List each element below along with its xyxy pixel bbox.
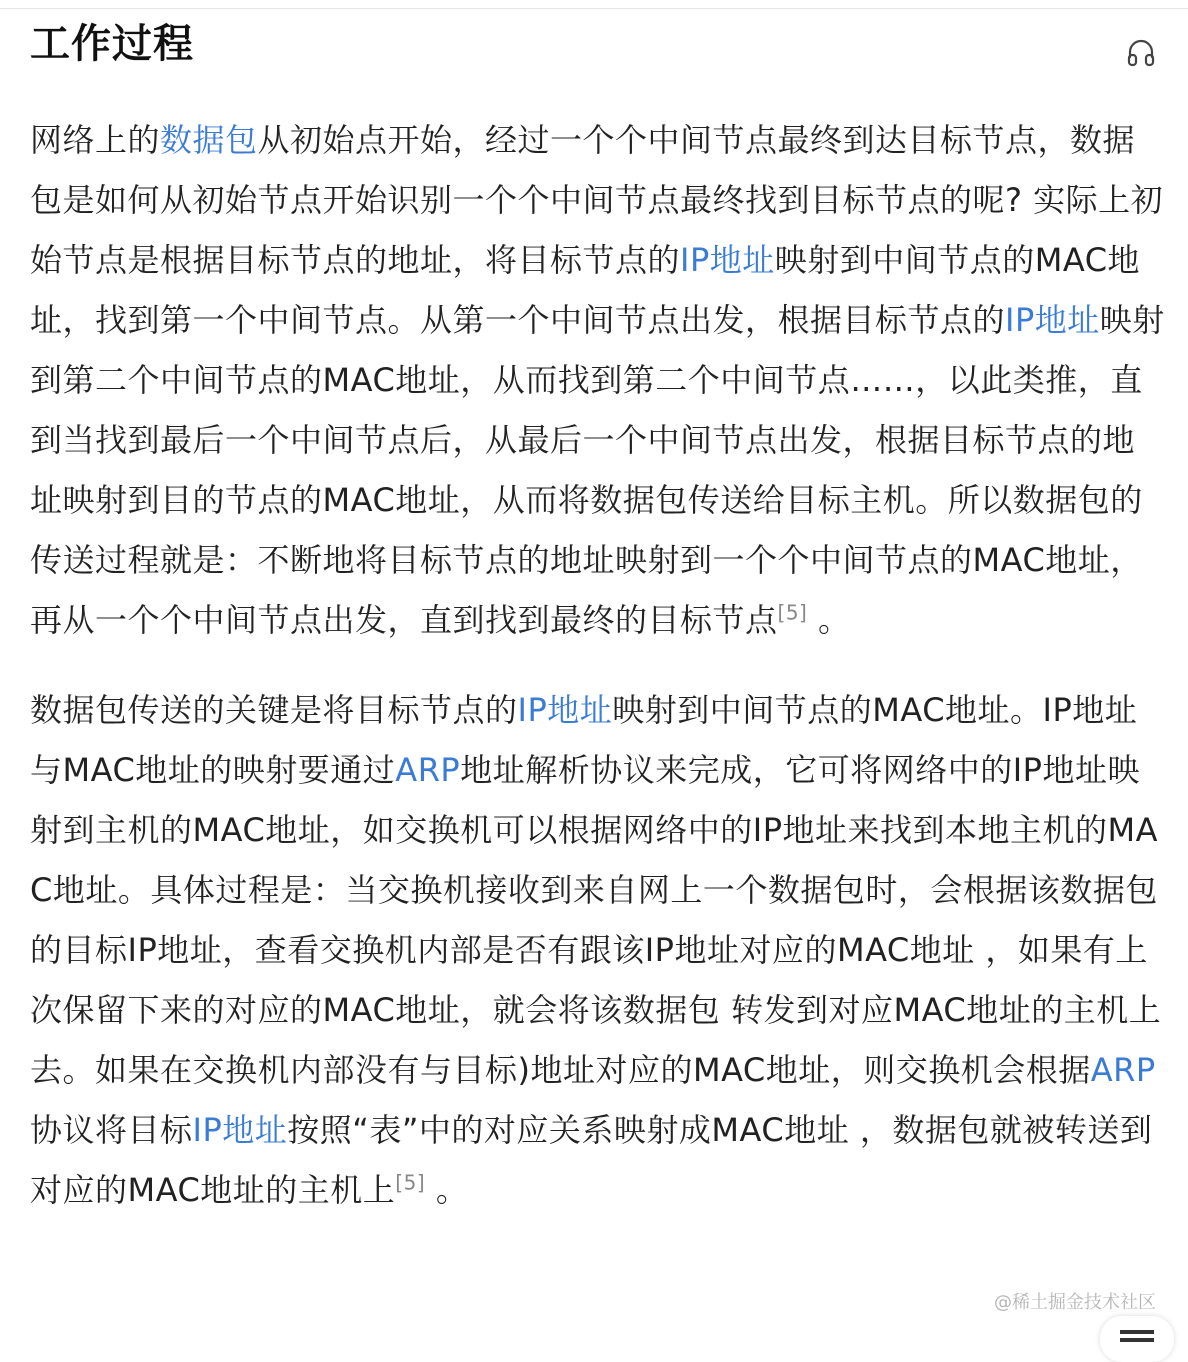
reference-link[interactable]: [5] — [395, 1170, 426, 1195]
menu-icon[interactable] — [1100, 1316, 1174, 1362]
link-ip-address[interactable]: IP地址 — [1005, 301, 1100, 339]
text-segment: 按照“表”中的对应关系映射成MAC地址 ，数据包就被转送到对应的MAC地址的主机上 — [30, 1111, 1153, 1209]
text-segment: 。 — [425, 1171, 469, 1209]
text-segment: 数据包传送的关键是将目标节点的 — [30, 691, 518, 729]
paragraph-working-process — [30, 110, 1165, 650]
link-data-packet[interactable]: 数据包 — [160, 121, 258, 159]
article-content — [30, 110, 1165, 1220]
section-header — [30, 18, 1158, 78]
text-segment: 协议将目标 — [30, 1111, 193, 1149]
section-title: 工作过程 — [30, 21, 194, 67]
link-ip-address[interactable]: IP地址 — [192, 1111, 288, 1149]
link-ip-address[interactable]: IP地址 — [517, 691, 613, 729]
reference-link[interactable]: [5] — [777, 600, 808, 625]
top-divider — [0, 8, 1188, 9]
watermark: @稀土掘金技术社区 — [994, 1292, 1156, 1313]
text-segment: 地址解析协议来完成，它可将网络中的IP地址映射到主机的MAC地址，如交换机可以根据网络中的IP地址来找到本地主机的MAC地址。具体过程是：当交换机接收到来自网上一个数据包时，会根据该数据包的目标IP地址，查看交换机内部是否有跟该IP地址对应的MAC地址 ，如果有上次保留下来的对应的MAC地址，就会将该数据包 转发到对应MAC地址的主机上去。如果在交换机内部没有与目标)地址对应的MAC地址，则交换机会根据 — [30, 751, 1162, 1089]
paragraph-address-mapping — [30, 680, 1165, 1220]
text-segment: 。 — [807, 601, 851, 639]
text-segment: 从初始点开始，经过一个个中间节点最终到达目标节点，数据包是如何从初始节点开始识别一个个中间节点最终找到目标节点的呢? 实际上初始节点是根据目标节点的地址，将目标节点的 — [30, 121, 1164, 279]
text-segment: 映射到第二个中间节点的MAC地址，从而找到第二个中间节点……，以此类推，直到当找到最后一个中间节点后，从最后一个中间节点出发，根据目标节点的地址映射到目的节点的MAC地址，从而将数据包传送给目标主机。所以数据包的传送过程就是：不断地将目标节点的地址映射到一个个中间节点的MAC地址，再从一个个中间节点出发，直到找到最终的目标节点 — [30, 301, 1165, 639]
text-segment: 映射到中间节点的MAC地址。IP地址与MAC地址的映射要通过 — [30, 691, 1138, 789]
headphones-icon[interactable] — [1126, 38, 1156, 68]
text-segment: 映射到中间节点的MAC地址，找到第一个中间节点。从第一个中间节点出发，根据目标节点的 — [30, 241, 1141, 339]
link-arp[interactable]: ARP — [395, 751, 461, 789]
link-ip-address[interactable]: IP地址 — [680, 241, 775, 279]
link-arp[interactable]: ARP — [1090, 1051, 1156, 1089]
text-segment: 网络上的 — [30, 121, 161, 159]
